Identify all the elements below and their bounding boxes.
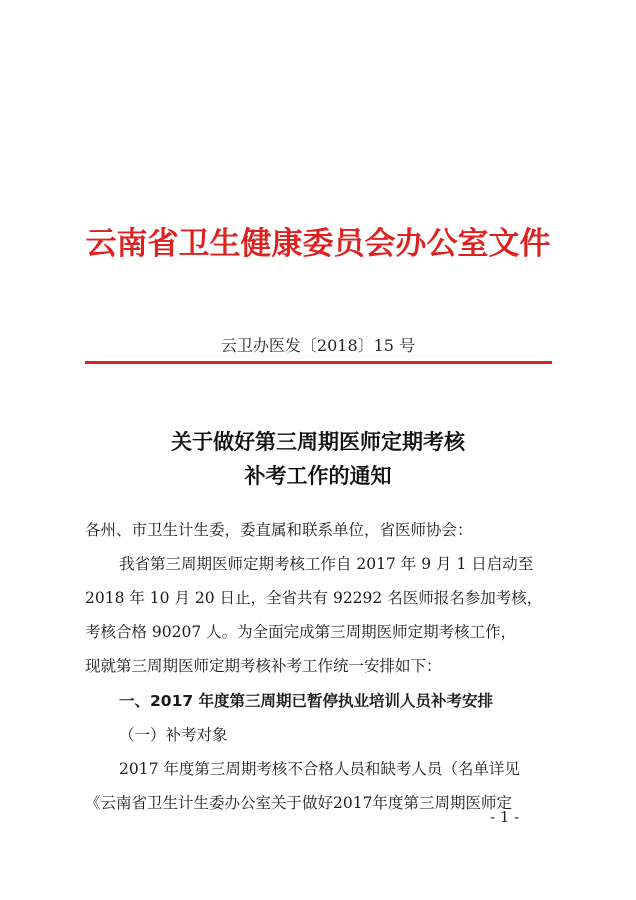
page-number: - 1 - — [490, 808, 520, 826]
document-number: 云卫办医发〔2018〕15 号 — [220, 336, 416, 355]
addressees: 各州、市卫生计生委，委直属和联系单位，省医师协会： — [85, 521, 473, 539]
paragraph-1-line-1: 我省第三周期医师定期考核工作自 2017 年 9 月 1 日启动至 — [119, 555, 534, 573]
notice-title-line-2: 补考工作的通知 — [244, 463, 392, 488]
paragraph-1-line-2: 2018 年 10 月 20 日止，全省共有 92292 名医师报名参加考核， — [85, 589, 543, 607]
subsection-1-heading: （一）补考对象 — [119, 726, 228, 744]
paragraph-1-line-4: 现就第三周期医师定期考核补考工作统一安排如下： — [85, 657, 442, 675]
paragraph-2-line-1: 2017 年度第三周期考核不合格人员和缺考人员（名单详见 — [119, 760, 520, 778]
notice-title-line-1: 关于做好第三周期医师定期考核 — [171, 429, 465, 454]
paragraph-1-line-3: 考核合格 90207 人。为全面完成第三周期医师定期考核工作， — [85, 623, 517, 641]
red-divider-line — [85, 361, 552, 364]
section-1-heading: 一、2017 年度第三周期已暂停执业培训人员补考安排 — [119, 692, 494, 710]
issuer-title: 云南省卫生健康委员会办公室文件 — [85, 226, 551, 262]
paragraph-2-line-2: 《云南省卫生计生委办公室关于做好2017年度第三周期医师定 — [85, 794, 512, 812]
notice-title — [0, 425, 636, 493]
